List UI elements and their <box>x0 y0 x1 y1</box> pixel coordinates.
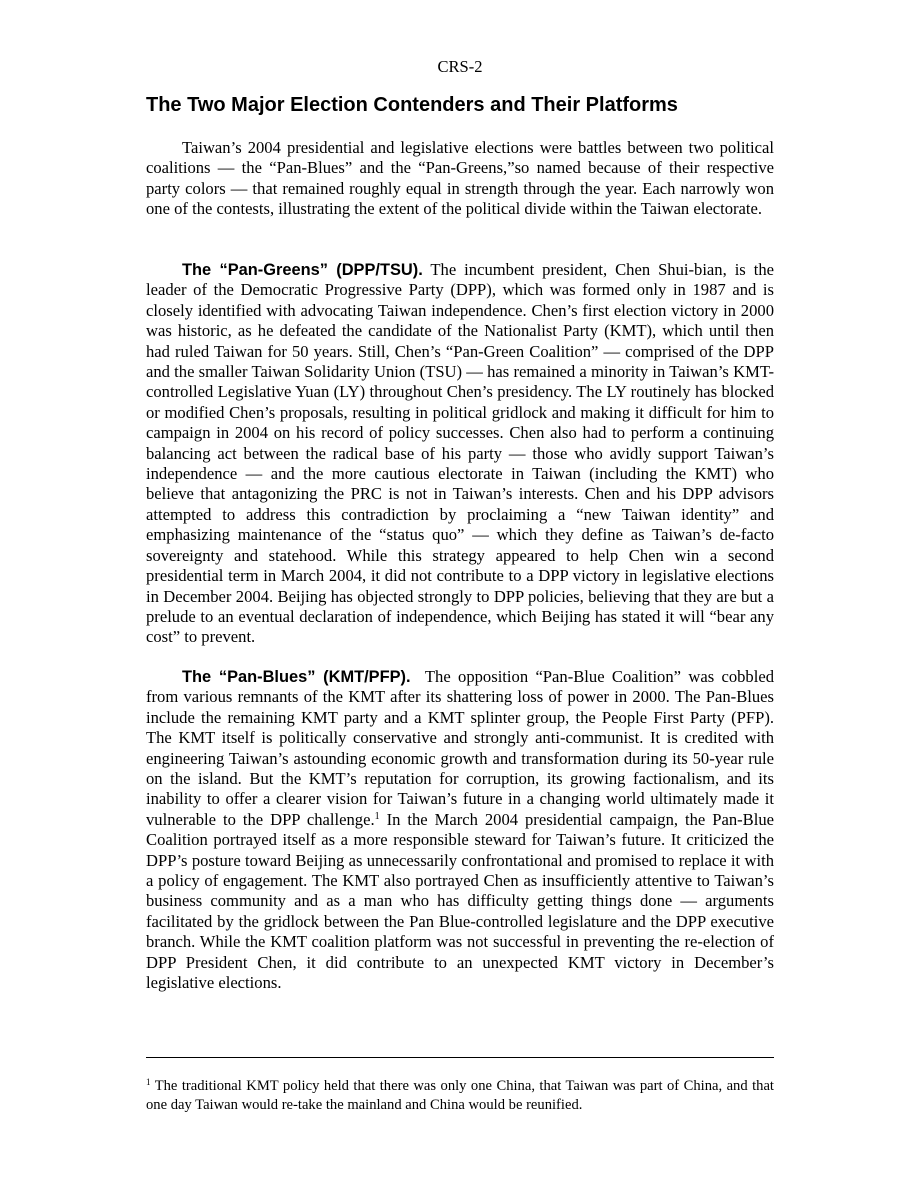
pan-greens-heading: The “Pan-Greens” (DPP/TSU). <box>182 261 423 279</box>
footnote <box>146 1077 774 1115</box>
pan-blues-text-part-2: In the March 2004 presidential campaign, the Pan-Blue Coalition portrayed itself as a more responsible steward for Taiwan’s future. It criticized the DPP’s posture toward Beijing as unnecessarily confrontational and promised to replace it with a policy of engagement. The KMT also portrayed Chen as insufficiently attentive to Taiwan’s business community and as a man who has difficulty getting things done — arguments facilitated by the gridlock between the Pan Blue-controlled legislature and the DPP executive branch. While the KMT coalition platform was not successful in preventing the re-election of DPP President Chen, it did contribute to an unexpected KMT victory in December’s legislative elections. <box>146 809 774 993</box>
pan-blues-heading: The “Pan-Blues” (KMT/PFP). <box>182 668 411 686</box>
pan-blues-text-part-1: The opposition “Pan-Blue Coalition” was cobbled from various remnants of the KMT after its shattering loss of power in 2000. The Pan-Blues include the remaining KMT party and a KMT splinter group, the People First Party (PFP). The KMT itself is politically conservative and strongly anti-communist. It is credited with engineering Taiwan’s astounding economic growth and transformation during its 50-year rule on the island. But the KMT’s reputation for corruption, its growing factionalism, and its inability to offer a clearer vision for Taiwan’s future in a changing world ultimately made it vulnerable to the DPP challenge. <box>146 667 775 829</box>
pan-greens-text: The incumbent president, Chen Shui-bian, is the leader of the Democratic Progressive Party (DPP), which was formed only in 1987 and is closely identified with advocating Taiwan independence. Chen’s first election victory in 2000 was historic, as he defeated the candidate of the Nationalist Party (KMT), which until then had ruled Taiwan for 50 years. Still, Chen’s “Pan-Green Coalition” — comprised of the DPP and the smaller Taiwan Solidarity Union (TSU) — has remained a minority in Taiwan’s KMT-controlled Legislative Yuan (LY) throughout Chen’s presidency. The LY routinely has blocked or modified Chen’s proposals, resulting in political gridlock and making it difficult for him to campaign in 2004 on his record of policy successes. Chen also had to perform a continuing balancing act between the radical base of his party — those who avidly support Taiwan’s independence — and the more cautious electorate in Taiwan (including the KMT) who believe that antagonizing the PRC is not in Taiwan’s interests. Chen and his DPP advisors attempted to address this contradiction by proclaiming a “new Taiwan identity” and emphasizing maintenance of the “status quo” — which they define as Taiwan’s de-facto sovereignty and statehood. While this strategy appeared to help Chen win a second presidential term in March 2004, it did not contribute to a DPP victory in legislative elections in December 2004. Beijing has objected strongly to DPP policies, believing that they are but a prelude to an eventual declaration of independence, which Beijing has stated it will “bear any cost” to prevent. <box>146 260 774 647</box>
footnote-marker: 1 <box>146 1077 151 1087</box>
footnote-text: The traditional KMT policy held that there was only one China, that Taiwan was part of China, and that one day Taiwan would re-take the mainland and China would be reunified. <box>146 1078 774 1113</box>
page-header: CRS-2 <box>437 57 483 76</box>
footnote-reference[interactable]: 1 <box>374 810 380 822</box>
section-title: The Two Major Election Contenders and Their Platforms <box>146 94 678 116</box>
pan-blues-paragraph <box>146 667 774 994</box>
footnote-divider <box>146 1057 774 1058</box>
intro-paragraph: Taiwan’s 2004 presidential and legislative elections were battles between two political coalitions — the “Pan-Blues” and the “Pan-Greens,”so named because of their respective party colors — that remained roughly equal in strength through the year. Each narrowly won one of the contests, illustrating the extent of the political divide within the Taiwan electorate. <box>146 138 774 219</box>
pan-greens-paragraph <box>146 260 774 648</box>
